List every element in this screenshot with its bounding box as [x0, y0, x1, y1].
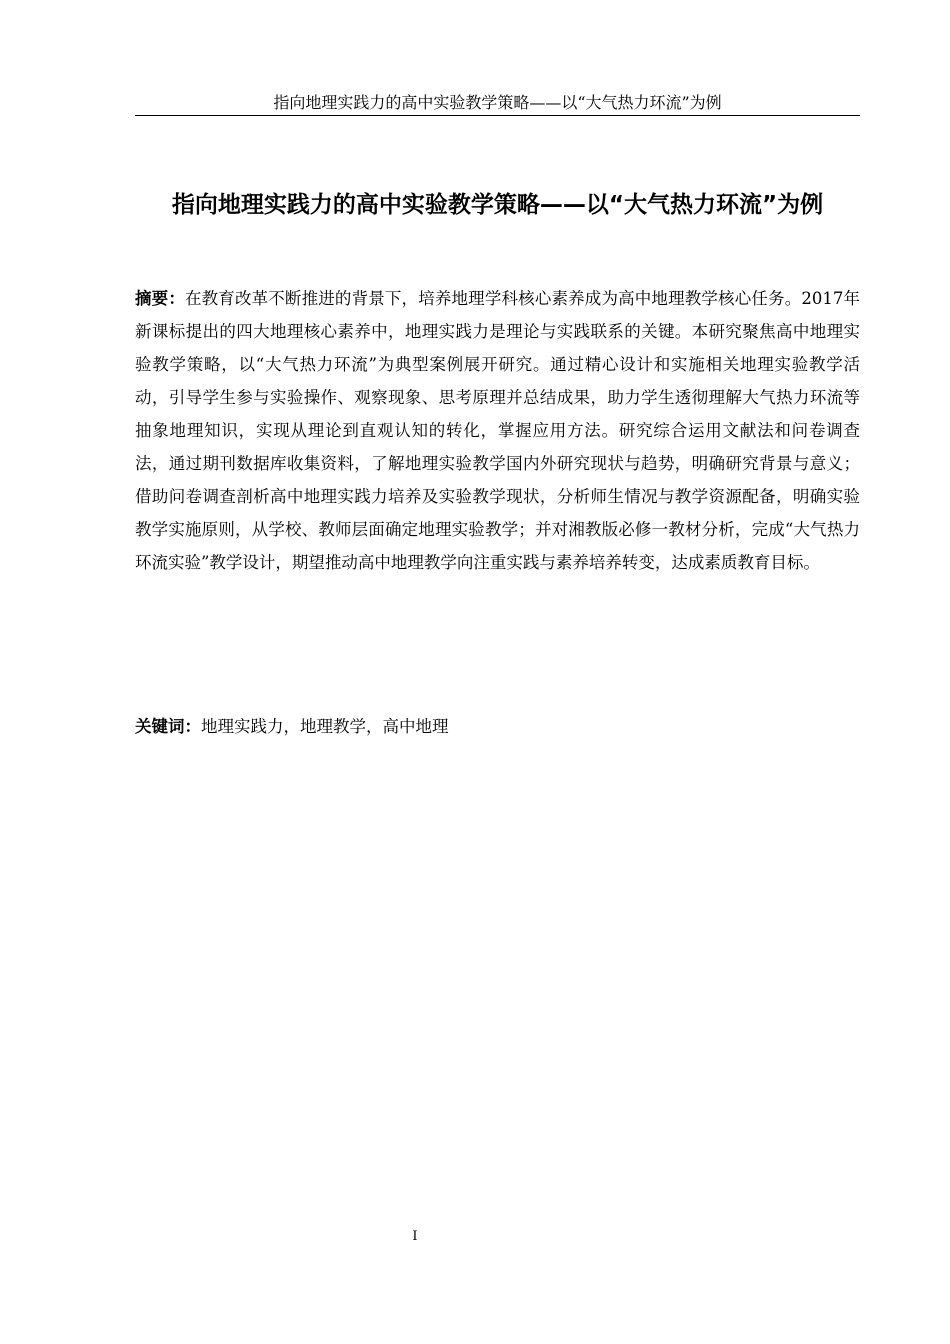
abstract-text: 在教育改革不断推进的背景下，培养地理学科核心素养成为高中地理教学核心任务。2017年新课标提出的四大地理核心素养中，地理实践力是理论与实践联系的关键。本研究聚焦高中地理实验教学策略，以“大气热力环流”为典型案例展开研究。通过精心设计和实施相关地理实验教学活动，引导学生参与实验操作、观察现象、思考原理并总结成果，助力学生透彻理解大气热力环流等抽象地理知识，实现从理论到直观认知的转化，掌握应用方法。研究综合运用文献法和问卷调查法，通过期刊数据库收集资料，了解地理实验教学国内外研究现状与趋势，明确研究背景与意义；借助问卷调查剖析高中地理实践力培养及实验教学现状，分析师生情况与教学资源配备，明确实验教学实施原则，从学校、教师层面确定地理实验教学；并对湘教版必修一教材分析，完成“大气热力环流实验”教学设计，期望推动高中地理教学向注重实践与素养培养转变，达成素质教育目标。: [135, 289, 860, 572]
keywords-label: 关键词：: [135, 717, 201, 736]
abstract-label: 摘要：: [135, 289, 185, 308]
header-rule: [135, 115, 860, 116]
abstract-paragraph: [135, 282, 860, 579]
document-title: 指向地理实践力的高中实验教学策略——以“大气热力环流”为例: [171, 192, 824, 219]
running-header: 指向地理实践力的高中实验教学策略——以“大气热力环流”为例: [273, 93, 722, 112]
page-number: I: [412, 1229, 418, 1244]
keywords-line: [135, 713, 860, 741]
keywords-text: 地理实践力，地理教学，高中地理: [201, 717, 449, 736]
